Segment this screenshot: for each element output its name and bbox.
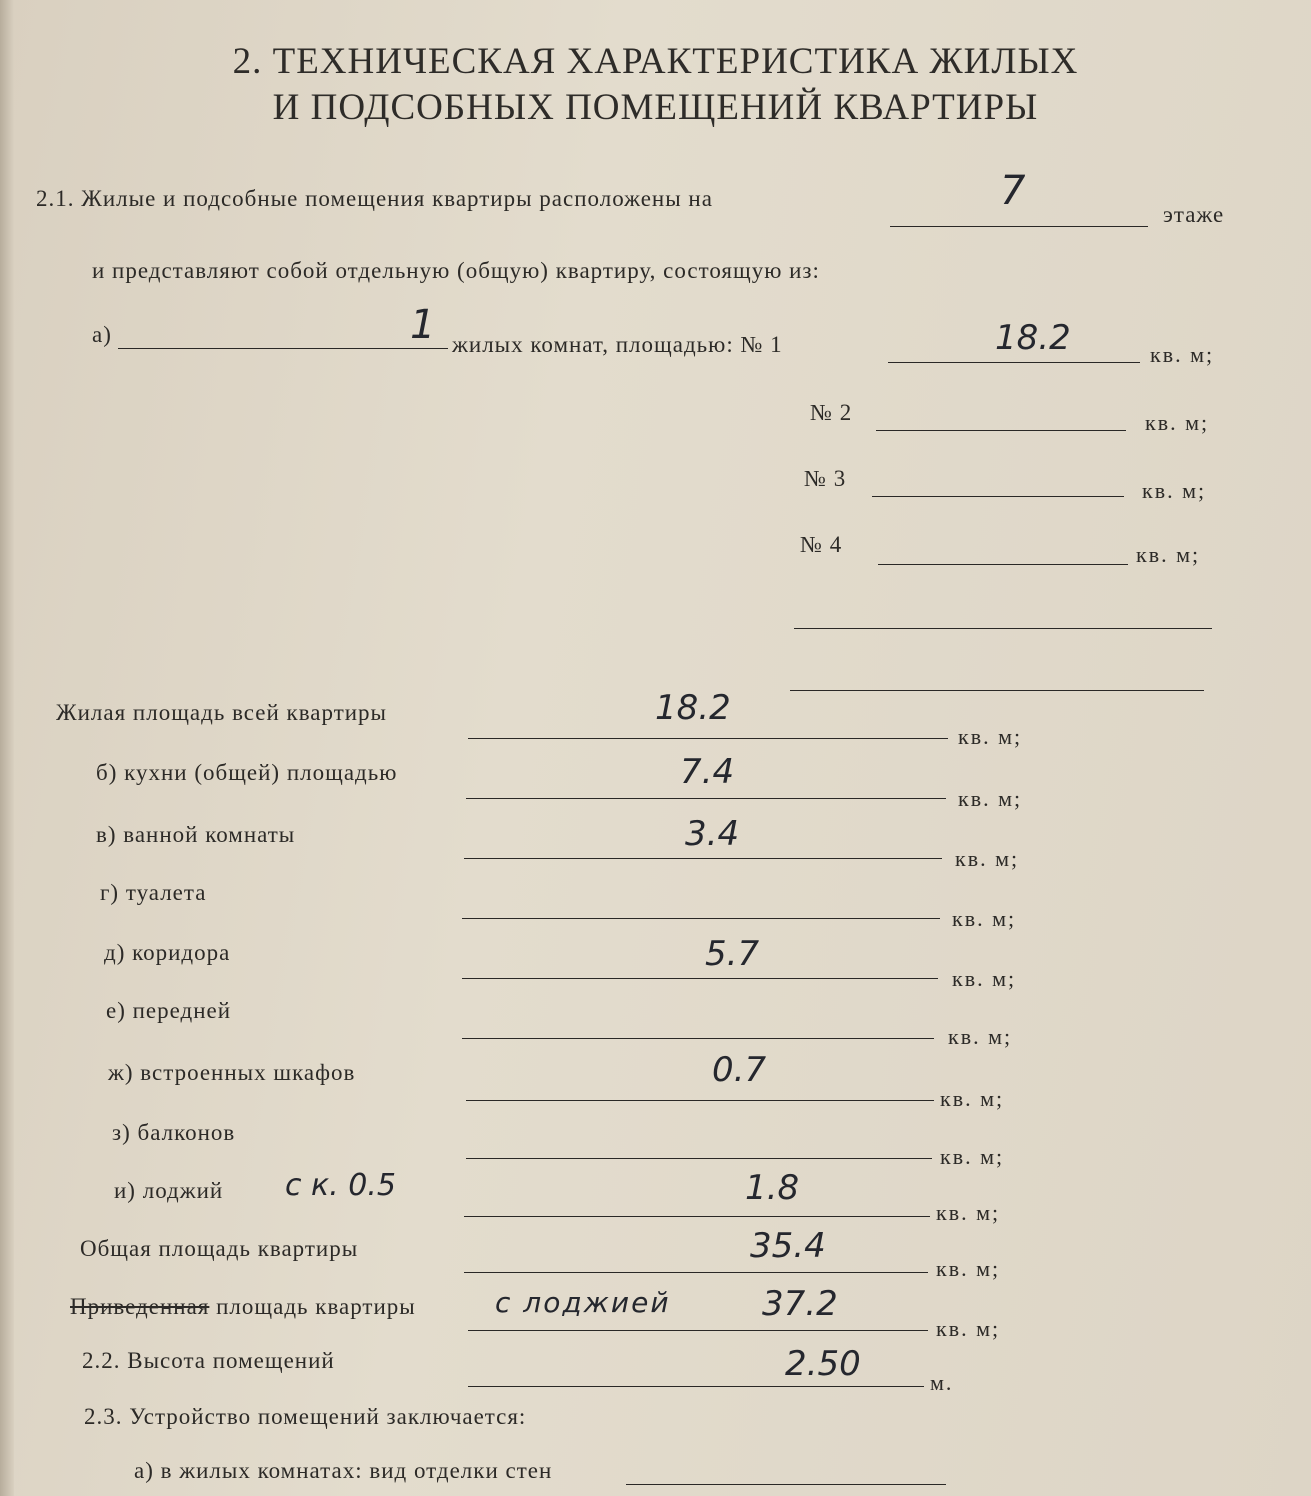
loggia-line: [464, 1216, 930, 1217]
rooms-count-value: 1: [410, 302, 436, 348]
toilet-label: г) туалета: [100, 880, 207, 905]
bathroom-line: [464, 858, 942, 859]
room4-unit: кв. м;: [1136, 542, 1201, 567]
bathroom-unit: кв. м;: [955, 846, 1020, 871]
total-area-value: 35.4: [750, 1226, 826, 1266]
loggia-unit: кв. м;: [936, 1200, 1001, 1225]
hall-label: е) передней: [106, 998, 232, 1023]
room1-unit: кв. м;: [1150, 342, 1215, 367]
room4-label: № 4: [800, 532, 843, 557]
loggia-label: и) лоджий: [114, 1178, 224, 1203]
corridor-value: 5.7: [705, 934, 760, 974]
corridor-line: [462, 978, 938, 979]
kitchen-value: 7.4: [680, 752, 735, 792]
reduced-area-note: с лоджией: [495, 1286, 671, 1319]
room2-unit: кв. м;: [1145, 410, 1210, 435]
bathroom-value: 3.4: [685, 814, 740, 854]
toilet-line: [462, 918, 940, 919]
reduced-strikethrough: Приведенная: [70, 1294, 210, 1319]
item-2-1-text: 2.1. Жилые и подсобные помещения квартиры расположены на: [36, 186, 713, 211]
room1-line: [888, 362, 1140, 363]
rooms-text: жилых комнат, площадью: № 1: [452, 332, 783, 357]
living-area-unit: кв. м;: [958, 724, 1023, 749]
room2-label: № 2: [810, 400, 853, 425]
room2-line: [876, 430, 1126, 431]
page-binding-edge: [0, 0, 14, 1496]
hall-line: [462, 1038, 934, 1039]
height-line: [468, 1386, 924, 1387]
height-label: 2.2. Высота помещений: [82, 1348, 335, 1373]
loggia-value: 1.8: [745, 1168, 800, 1208]
hall-unit: кв. м;: [948, 1024, 1013, 1049]
kitchen-unit: кв. м;: [958, 786, 1023, 811]
corridor-label: д) коридора: [104, 940, 231, 965]
room3-unit: кв. м;: [1142, 478, 1207, 503]
item-2-1-text2: и представляют собой отдельную (общую) квартиру, состоящую из:: [92, 258, 820, 283]
room3-label: № 3: [804, 466, 847, 491]
floor-value: 7: [1000, 168, 1026, 214]
reduced-area-label: площадь квартиры: [216, 1294, 416, 1319]
section-title-line2: И ПОДСОБНЫХ ПОМЕЩЕНИЙ КВАРТИРЫ: [272, 87, 1039, 128]
floor-field-line: [890, 226, 1148, 227]
item-2-3-a-label: а) в жилых комнатах: вид отделки стен: [134, 1458, 553, 1483]
bathroom-label: в) ванной комнаты: [96, 822, 296, 847]
closets-value: 0.7: [712, 1050, 767, 1090]
closets-line: [466, 1100, 934, 1101]
kitchen-label: б) кухни (общей) площадью: [96, 760, 398, 785]
corridor-unit: кв. м;: [952, 966, 1017, 991]
living-area-value: 18.2: [655, 688, 731, 728]
floor-unit: этаже: [1163, 202, 1225, 227]
living-area-line: [468, 738, 948, 739]
reduced-area-line: [468, 1330, 928, 1331]
extra-line-2: [790, 690, 1204, 691]
room4-line: [878, 564, 1128, 565]
room1-value: 18.2: [995, 318, 1071, 358]
height-value: 2.50: [785, 1344, 861, 1384]
height-unit: м.: [930, 1370, 954, 1395]
total-area-line: [464, 1272, 928, 1273]
item-2-3-label: 2.3. Устройство помещений заключается:: [84, 1404, 527, 1429]
section-title-line1: 2. ТЕХНИЧЕСКАЯ ХАРАКТЕРИСТИКА ЖИЛЫХ: [232, 41, 1079, 82]
closets-label: ж) встроенных шкафов: [108, 1060, 356, 1085]
wall-finish-line: [626, 1484, 946, 1485]
reduced-area-unit: кв. м;: [936, 1316, 1001, 1341]
living-area-label: Жилая площадь всей квартиры: [56, 700, 388, 725]
extra-line-1: [794, 628, 1212, 629]
balconies-label: з) балконов: [112, 1120, 236, 1145]
balconies-unit: кв. м;: [940, 1144, 1005, 1169]
toilet-unit: кв. м;: [952, 906, 1017, 931]
loggia-note: с к. 0.5: [285, 1168, 396, 1203]
total-area-unit: кв. м;: [936, 1256, 1001, 1281]
item-a-label: а): [92, 322, 112, 347]
reduced-area-value: 37.2: [762, 1284, 838, 1324]
room3-line: [872, 496, 1124, 497]
kitchen-line: [466, 798, 946, 799]
balconies-line: [466, 1158, 932, 1159]
closets-unit: кв. м;: [940, 1086, 1005, 1111]
reduced-area-label-row: [70, 1294, 416, 1320]
rooms-count-line: [118, 348, 448, 349]
total-area-label: Общая площадь квартиры: [80, 1236, 359, 1261]
